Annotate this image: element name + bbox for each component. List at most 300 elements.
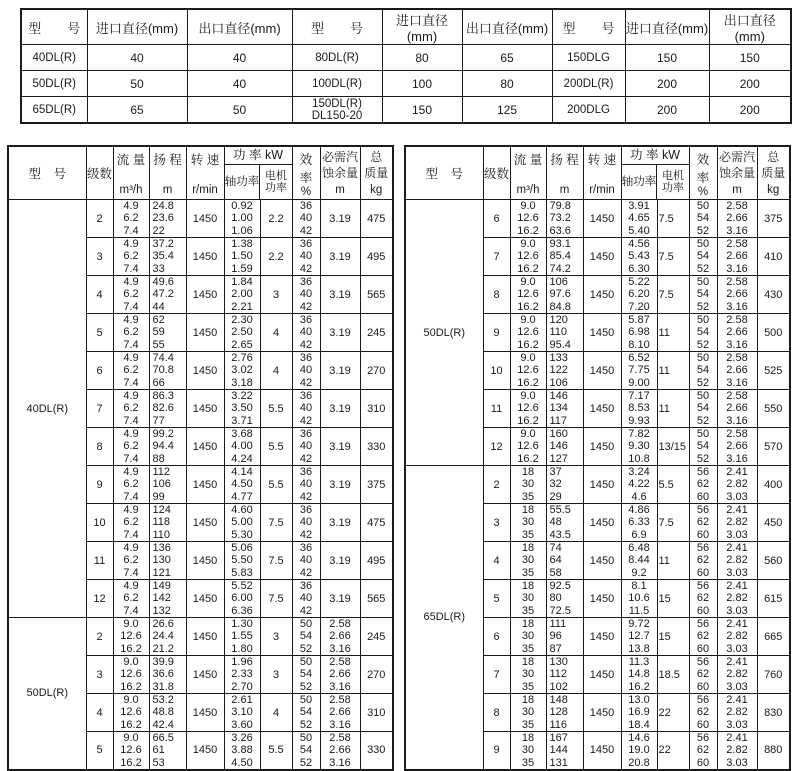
stage-count-cell: 3 [483, 504, 510, 542]
col-header-speed-unit: r/min [192, 184, 218, 196]
speed-cell: 1450 [186, 732, 224, 770]
flow-line: 6.2 [123, 440, 139, 453]
col-header-stages: 级数 [483, 146, 510, 200]
head-line: 106 [152, 478, 171, 491]
head-line: 64 [549, 554, 562, 567]
flow-cell [510, 314, 546, 352]
col-header-npsh [717, 146, 757, 200]
stage-count-cell: 7 [86, 390, 113, 428]
npsh-line: 3.03 [726, 604, 748, 617]
model-cell [292, 45, 382, 71]
efficiency-line: 40 [299, 326, 313, 339]
npsh-line: 2.66 [726, 326, 748, 339]
flow-line: 4.9 [123, 428, 139, 441]
col-header-efficiency-unit: % [300, 186, 312, 198]
shaft-power-line: 4.24 [231, 452, 253, 465]
flow-line: 16.2 [120, 680, 142, 693]
efficiency-line: 62 [696, 478, 710, 491]
npsh-cell [717, 390, 757, 428]
efficiency-line: 62 [696, 706, 710, 719]
head-line: 167 [549, 732, 568, 744]
flow-line: 7.4 [123, 414, 139, 427]
shaft-power-cell [621, 352, 657, 390]
head-line: 62 [152, 314, 165, 327]
model-cell [292, 71, 382, 97]
speed-cell: 1450 [186, 580, 224, 618]
efficiency-line: 52 [299, 642, 313, 655]
col-header-motor-power [656, 165, 688, 199]
shaft-power-cell [224, 200, 260, 238]
head-line: 106 [549, 376, 568, 389]
mass-cell: 570 [757, 428, 790, 466]
col-header-model: 型 号 [21, 9, 87, 45]
efficiency-cell [689, 428, 717, 466]
mass-cell: 550 [757, 390, 790, 428]
shaft-power-cell [224, 466, 260, 504]
speed-cell: 1450 [583, 352, 621, 390]
flow-line: 30 [521, 706, 535, 719]
flow-line: 7.4 [123, 262, 139, 275]
npsh-cell: 3.19 [320, 580, 360, 618]
flow-line: 12.6 [517, 250, 539, 263]
head-line: 134 [549, 402, 568, 415]
efficiency-line: 52 [696, 262, 710, 275]
head-cell [546, 694, 583, 732]
col-header-mass [757, 146, 790, 200]
speed-cell: 1450 [583, 390, 621, 428]
shaft-power-line: 2.61 [231, 694, 253, 707]
shaft-power-cell [621, 694, 657, 732]
npsh-line: 2.41 [726, 466, 748, 479]
stage-count-cell: 2 [86, 618, 113, 656]
flow-line: 4.9 [123, 504, 139, 517]
head-line: 99.2 [152, 428, 174, 441]
shaft-power-line: 14.6 [628, 732, 650, 744]
head-line: 32 [549, 478, 562, 491]
stage-count-cell: 8 [483, 694, 510, 732]
flow-line: 7.4 [123, 300, 139, 313]
spec-row [21, 97, 791, 124]
head-line: 48 [549, 516, 562, 529]
motor-power-cell: 2.2 [260, 200, 292, 238]
npsh-line: 2.58 [726, 238, 748, 251]
stage-count-cell: 6 [86, 352, 113, 390]
head-line: 149 [152, 580, 171, 593]
flow-line: 4.9 [123, 200, 139, 213]
model-line: 150DL(R) [312, 97, 362, 110]
flow-line: 35 [521, 642, 535, 655]
head-line: 77 [152, 414, 165, 427]
flow-cell [113, 694, 149, 732]
head-cell [149, 466, 186, 504]
head-line: 85.4 [549, 250, 571, 263]
shaft-power-cell [621, 732, 657, 770]
npsh-line: 2.58 [329, 656, 351, 669]
mass-cell: 475 [360, 200, 393, 238]
shaft-power-line: 2.65 [231, 338, 253, 351]
efficiency-line: 54 [696, 440, 710, 453]
model-cell [21, 97, 87, 124]
flow-line: 9.0 [123, 694, 139, 707]
stage-count-cell: 6 [483, 618, 510, 656]
col-header-efficiency [292, 146, 320, 200]
flow-line: 7.4 [123, 490, 139, 503]
head-line: 87 [549, 642, 562, 655]
flow-line: 18 [521, 580, 535, 593]
efficiency-cell [689, 732, 717, 770]
motor-power-cell: 7.5 [260, 504, 292, 542]
efficiency-line: 42 [299, 262, 313, 275]
motor-power-cell: 3 [260, 276, 292, 314]
efficiency-line: 52 [696, 300, 710, 313]
shaft-power-cell [224, 618, 260, 656]
npsh-cell [717, 428, 757, 466]
shaft-power-line: 1.50 [231, 250, 253, 263]
head-line: 72.5 [549, 604, 571, 617]
npsh-line: 2.66 [329, 706, 351, 719]
spec-table-grid [20, 8, 792, 124]
outlet-diameter-cell: 80 [462, 71, 552, 97]
efficiency-line: 52 [696, 224, 710, 237]
col-header-mass [360, 146, 393, 200]
npsh-line: 2.58 [726, 352, 748, 365]
flow-line: 9.0 [520, 200, 536, 213]
head-cell [546, 466, 583, 504]
shaft-power-line: 4.00 [231, 440, 253, 453]
shaft-power-cell [224, 390, 260, 428]
stage-count-cell: 3 [86, 656, 113, 694]
col-header-flow-label: 流 量 [513, 153, 543, 167]
mass-cell: 760 [757, 656, 790, 694]
flow-line: 6.2 [123, 250, 139, 263]
flow-line: 35 [521, 680, 535, 693]
perf-row [405, 466, 790, 504]
mass-cell: 830 [757, 694, 790, 732]
inlet-diameter-cell: 100 [382, 71, 462, 97]
head-line: 74.2 [549, 262, 571, 275]
shaft-power-line: 8.53 [628, 402, 650, 415]
efficiency-line: 56 [696, 504, 710, 517]
head-line: 35.4 [152, 250, 174, 263]
model-cell: 50DL(R) [8, 618, 86, 770]
npsh-line: 3.03 [726, 566, 748, 579]
efficiency-line: 60 [696, 756, 710, 769]
motor-label-line: 功率 [264, 182, 287, 194]
head-cell [149, 504, 186, 542]
shaft-power-cell [224, 504, 260, 542]
efficiency-line: 36 [299, 466, 313, 479]
npsh-line: 2.82 [726, 592, 748, 605]
stage-count-cell: 6 [483, 200, 510, 238]
mass-cell: 375 [757, 200, 790, 238]
flow-line: 16.2 [120, 642, 142, 655]
npsh-line: 2.41 [726, 580, 748, 593]
shaft-power-line: 6.20 [628, 288, 650, 301]
speed-cell: 1450 [186, 390, 224, 428]
npsh-cell [717, 200, 757, 238]
shaft-power-cell [224, 352, 260, 390]
head-line: 26.6 [152, 618, 174, 631]
efficiency-line: 42 [299, 452, 313, 465]
efficiency-line: 36 [299, 200, 313, 213]
motor-label-line: 电机 [264, 169, 287, 182]
flow-cell [510, 390, 546, 428]
flow-cell [113, 390, 149, 428]
flow-line: 16.2 [517, 338, 539, 351]
efficiency-line: 56 [696, 656, 710, 669]
head-cell [149, 238, 186, 276]
flow-line: 9.0 [520, 352, 536, 365]
speed-cell: 1450 [583, 694, 621, 732]
flow-line: 7.4 [123, 224, 139, 237]
model-cell [21, 71, 87, 97]
efficiency-line: 40 [299, 402, 313, 415]
efficiency-line: 50 [696, 238, 710, 251]
flow-cell [510, 504, 546, 542]
stage-count-cell: 11 [483, 390, 510, 428]
flow-cell [510, 352, 546, 390]
head-line: 82.6 [152, 402, 174, 415]
shaft-power-line: 4.6 [631, 490, 647, 503]
motor-power-cell: 11 [657, 542, 689, 580]
head-cell [546, 542, 583, 580]
efficiency-line: 62 [696, 668, 710, 681]
efficiency-line: 40 [299, 592, 313, 605]
flow-cell [113, 352, 149, 390]
head-line: 124 [152, 504, 171, 517]
flow-line: 18 [521, 466, 535, 479]
head-cell [149, 314, 186, 352]
shaft-power-line: 14.8 [628, 668, 650, 681]
npsh-line: 2.66 [726, 288, 748, 301]
stage-count-cell: 8 [483, 276, 510, 314]
shaft-power-line: 1.96 [231, 656, 253, 669]
shaft-power-line: 9.72 [628, 618, 650, 631]
head-line: 133 [549, 352, 568, 365]
flow-line: 35 [521, 490, 535, 503]
col-header-power [224, 146, 292, 200]
model-line: DL150-20 [311, 109, 363, 122]
efficiency-line: 36 [299, 580, 313, 593]
stage-count-cell: 9 [483, 732, 510, 770]
shaft-power-line: 5.52 [231, 580, 253, 593]
efficiency-line: 60 [696, 604, 710, 617]
flow-line: 12.6 [517, 326, 539, 339]
efficiency-cell [689, 390, 717, 428]
shaft-power-line: 6.33 [628, 516, 650, 529]
flow-line: 30 [521, 478, 535, 491]
col-header-outlet-diameter: 出口直径(mm) [187, 9, 292, 45]
col-header-speed-label: 转 速 [190, 153, 220, 167]
head-cell [546, 656, 583, 694]
col-header-flow-unit: m³/h [119, 184, 143, 196]
head-line: 160 [549, 428, 568, 441]
mass-cell: 400 [757, 466, 790, 504]
head-line: 93.1 [549, 238, 571, 251]
shaft-power-cell [224, 694, 260, 732]
shaft-power-line: 4.22 [628, 478, 650, 491]
flow-line: 9.0 [520, 314, 536, 327]
head-line: 74 [549, 542, 562, 555]
motor-power-cell: 5.5 [657, 466, 689, 504]
stage-count-cell: 12 [483, 428, 510, 466]
flow-line: 4.9 [123, 580, 139, 593]
speed-cell: 1450 [186, 618, 224, 656]
efficiency-line: 50 [696, 428, 710, 441]
shaft-power-line: 5.40 [628, 224, 650, 237]
shaft-power-line: 3.10 [231, 706, 253, 719]
speed-cell: 1450 [583, 618, 621, 656]
mass-cell: 310 [360, 390, 393, 428]
head-cell [149, 580, 186, 618]
head-line: 37 [549, 466, 562, 479]
head-line: 117 [549, 414, 568, 427]
head-cell [546, 428, 583, 466]
speed-cell: 1450 [583, 656, 621, 694]
efficiency-cell [292, 732, 320, 770]
mass-cell: 270 [360, 352, 393, 390]
shaft-power-cell [224, 428, 260, 466]
flow-line: 12.6 [120, 668, 142, 681]
model-line: 100DL(R) [312, 77, 362, 90]
shaft-power-line: 9.30 [628, 440, 650, 453]
efficiency-line: 62 [696, 592, 710, 605]
shaft-power-line: 2.33 [231, 668, 253, 681]
flow-line: 9.0 [123, 656, 139, 669]
npsh-cell [320, 732, 360, 770]
efficiency-cell [292, 428, 320, 466]
head-line: 24.8 [152, 200, 174, 213]
stage-count-cell: 8 [86, 428, 113, 466]
shaft-power-line: 2.76 [231, 352, 253, 365]
flow-line: 12.6 [120, 630, 142, 643]
head-line: 49.6 [152, 276, 174, 289]
shaft-power-line: 3.22 [231, 390, 253, 403]
shaft-power-line: 5.50 [231, 554, 253, 567]
flow-line: 16.2 [517, 224, 539, 237]
npsh-line: 3.16 [726, 300, 748, 313]
col-header-head-unit: m [162, 184, 173, 196]
head-cell [546, 732, 583, 770]
speed-cell: 1450 [583, 580, 621, 618]
flow-cell [510, 542, 546, 580]
shaft-power-line: 5.06 [231, 542, 253, 555]
flow-cell [113, 504, 149, 542]
npsh-cell [717, 694, 757, 732]
col-header-shaft-power: 轴功率 [224, 176, 260, 188]
shaft-power-line: 2.70 [231, 680, 253, 693]
head-line: 58 [549, 566, 562, 579]
col-header-flow-unit: m³/h [516, 184, 540, 196]
efficiency-line: 60 [696, 528, 710, 541]
motor-power-cell: 3 [260, 656, 292, 694]
head-line: 29 [549, 490, 562, 503]
head-line: 74.4 [152, 352, 174, 365]
head-line: 146 [549, 390, 568, 403]
efficiency-line: 36 [299, 352, 313, 365]
head-line: 55 [152, 338, 165, 351]
motor-label-line: 电机 [661, 169, 684, 182]
speed-cell: 1450 [186, 200, 224, 238]
spec-row [21, 45, 791, 71]
shaft-power-line: 11.5 [628, 604, 650, 617]
mass-cell: 375 [360, 466, 393, 504]
flow-line: 30 [521, 554, 535, 567]
efficiency-line: 54 [696, 326, 710, 339]
head-line: 146 [549, 440, 568, 453]
col-header-mass-label: 总 [767, 149, 780, 164]
shaft-power-line: 9.2 [631, 566, 647, 579]
efficiency-cell [292, 694, 320, 732]
npsh-line: 2.66 [726, 402, 748, 415]
npsh-cell [717, 276, 757, 314]
npsh-line: 2.66 [726, 212, 748, 225]
shaft-power-line: 6.36 [231, 604, 253, 617]
diameter-spec-table [20, 8, 792, 124]
npsh-line: 2.58 [726, 314, 748, 327]
flow-line: 12.6 [517, 288, 539, 301]
head-line: 96 [549, 630, 562, 643]
shaft-power-line: 7.82 [628, 428, 650, 441]
head-cell [149, 542, 186, 580]
col-header-speed [583, 146, 621, 200]
shaft-power-cell [224, 314, 260, 352]
col-header-efficiency-label: 效 率 [299, 153, 313, 185]
npsh-line: 2.58 [329, 618, 351, 631]
efficiency-line: 54 [299, 668, 313, 681]
npsh-cell [717, 580, 757, 618]
npsh-line: 2.41 [726, 542, 748, 555]
flow-line: 35 [521, 528, 535, 541]
npsh-line: 2.82 [726, 478, 748, 491]
shaft-power-line: 3.68 [231, 428, 253, 441]
efficiency-line: 52 [299, 718, 313, 731]
head-line: 59 [152, 326, 165, 339]
speed-cell: 1450 [583, 732, 621, 770]
stage-count-cell: 5 [86, 732, 113, 770]
mass-cell: 310 [360, 694, 393, 732]
perf-row [8, 200, 393, 238]
model-line: 65DL(R) [32, 103, 76, 116]
col-header-flow [510, 146, 546, 200]
shaft-power-line: 1.55 [231, 630, 253, 643]
motor-power-cell: 7.5 [657, 200, 689, 238]
npsh-line: 2.58 [329, 694, 351, 707]
head-cell [546, 200, 583, 238]
npsh-cell [717, 618, 757, 656]
efficiency-line: 40 [299, 478, 313, 491]
npsh-line: 3.16 [726, 452, 748, 465]
shaft-power-line: 7.75 [628, 364, 650, 377]
npsh-line: 2.66 [726, 364, 748, 377]
npsh-line: 2.41 [726, 694, 748, 707]
outlet-diameter-cell: 50 [187, 97, 292, 124]
efficiency-line: 40 [299, 364, 313, 377]
head-line: 111 [549, 618, 567, 631]
head-line: 127 [549, 452, 568, 465]
flow-line: 9.0 [520, 390, 536, 403]
head-line: 31.8 [152, 680, 174, 693]
flow-line: 4.9 [123, 238, 139, 251]
head-line: 63.6 [549, 224, 571, 237]
stage-count-cell: 3 [86, 238, 113, 276]
flow-line: 12.6 [120, 706, 142, 719]
col-header-mass-label: 总 [370, 149, 383, 164]
flow-line: 12.6 [517, 364, 539, 377]
col-header-inlet-diameter: 进口直径(mm) [87, 9, 187, 45]
shaft-power-line: 2.21 [231, 300, 253, 313]
head-line: 22 [152, 224, 165, 237]
